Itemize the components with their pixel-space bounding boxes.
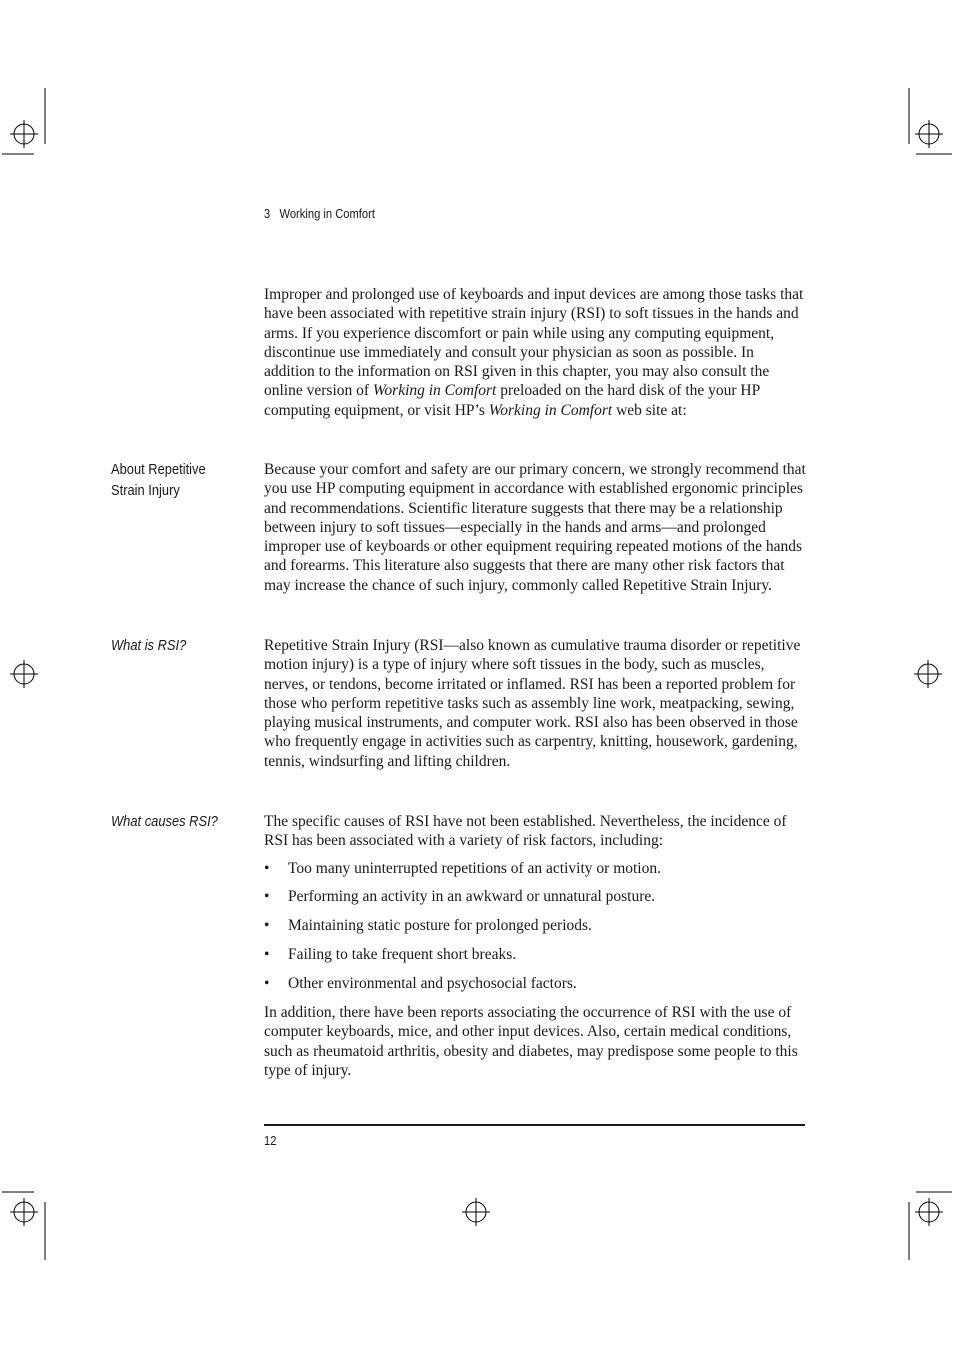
- causes-closing-text: In addition, there have been reports associating the occurrence of RSI with the use of computer keyboards, mice, and other input devices. Also, certain medical conditions, such as rheumatoid arthritis, obesity and diabetes, may predispose some people to this type of injury.: [264, 1004, 798, 1079]
- list-item: • Other environmental and psychosocial factors.: [264, 975, 577, 993]
- crop-mark-bottom-left: [0, 1188, 60, 1264]
- list-item: • Too many uninterrupted repetitions of an activity or motion.: [264, 859, 661, 877]
- bullet-icon: •: [264, 888, 270, 906]
- about-rsi-paragraph: [264, 460, 806, 595]
- intro-title-ref-1: Working in Comfort: [372, 382, 497, 400]
- bullet-icon: •: [264, 946, 270, 964]
- causes-lead-text: The specific causes of RSI have not been established. Nevertheless, the incidence of RSI has been associated with a variety of risk factors, including:: [264, 813, 787, 850]
- list-item: • Performing an activity in an awkward or unnatural posture.: [264, 888, 656, 906]
- intro-title-ref-2: Working in Comfort: [488, 401, 613, 419]
- chapter-number: 3: [264, 206, 271, 221]
- risk-factor-list: [264, 859, 806, 994]
- running-header: [264, 206, 375, 221]
- list-item: • Maintaining static posture for prolonged periods.: [264, 917, 592, 935]
- about-rsi-text: Because your comfort and safety are our primary concern, we strongly recommend that you use HP computing equipment in accordance with established ergonomic principles and recommendations. Scientific literature suggests that there may be a relationship between injury to soft tissues—especially in the hands and arms—and prolonged improper use of keyboards or other equipment requiring repeated motions of the hands and forearms. This literature also suggests that there are many other risk factors that may increase the chance of such injury, commonly called Repetitive Strain Injury.: [264, 461, 806, 594]
- what-is-rsi-text: Repetitive Strain Injury (RSI—also known as cumulative trauma disorder or repetitive motion injury) is a type of injury where soft tissues in the body, such as muscles, nerves, or tendons, become irritated or inflamed. RSI has been a reported problem for those who perform repetitive tasks such as assembly line work, meatpacking, sewing, playing musical instruments, and computer work. RSI also has been observed in those who frequently engage in activities such as carpentry, knitting, housework, gardening, tennis, windsurfing and lifting children.: [264, 637, 801, 770]
- registration-mark-bottom-center: [460, 1196, 494, 1230]
- list-item: • Failing to take frequent short breaks.: [264, 946, 517, 964]
- registration-mark-right: [912, 658, 946, 692]
- section-heading-what-causes-rsi: What causes RSI?: [111, 813, 218, 830]
- crop-mark-top-left: [0, 86, 60, 156]
- footer-rule: [264, 1124, 805, 1126]
- intro-text-3: web site at:: [612, 401, 687, 419]
- chapter-title: Working in Comfort: [279, 206, 375, 221]
- crop-mark-bottom-right: [896, 1188, 954, 1264]
- intro-text-1: Improper and prolonged use of keyboards and input devices are among those tasks that have been associated with repetitive strain injury (RSI) to soft tissues in the hands and arms. If you experience discomfort or pain while using any computing equipment, discontinue use immediately and consult your physician as soon as possible. In addition to the information on RSI given in this chapter, you may also consult the online version of: [264, 286, 804, 400]
- bullet-icon: •: [264, 975, 270, 993]
- crop-mark-top-right: [896, 86, 954, 156]
- what-causes-rsi-block: [264, 812, 806, 1080]
- page-number: 12: [264, 1133, 277, 1148]
- registration-mark-left: [8, 658, 42, 692]
- bullet-icon: •: [264, 917, 270, 935]
- intro-paragraph: [264, 285, 806, 420]
- section-heading-what-is-rsi: What is RSI?: [111, 637, 187, 654]
- intro-text-2: preloaded on the hard disk of the your HP computing equipment, or visit HP’s: [264, 382, 760, 419]
- section-heading-about-rsi: About Repetitive Strain Injury: [111, 461, 206, 499]
- bullet-icon: •: [264, 859, 270, 877]
- what-is-rsi-paragraph: [264, 636, 806, 771]
